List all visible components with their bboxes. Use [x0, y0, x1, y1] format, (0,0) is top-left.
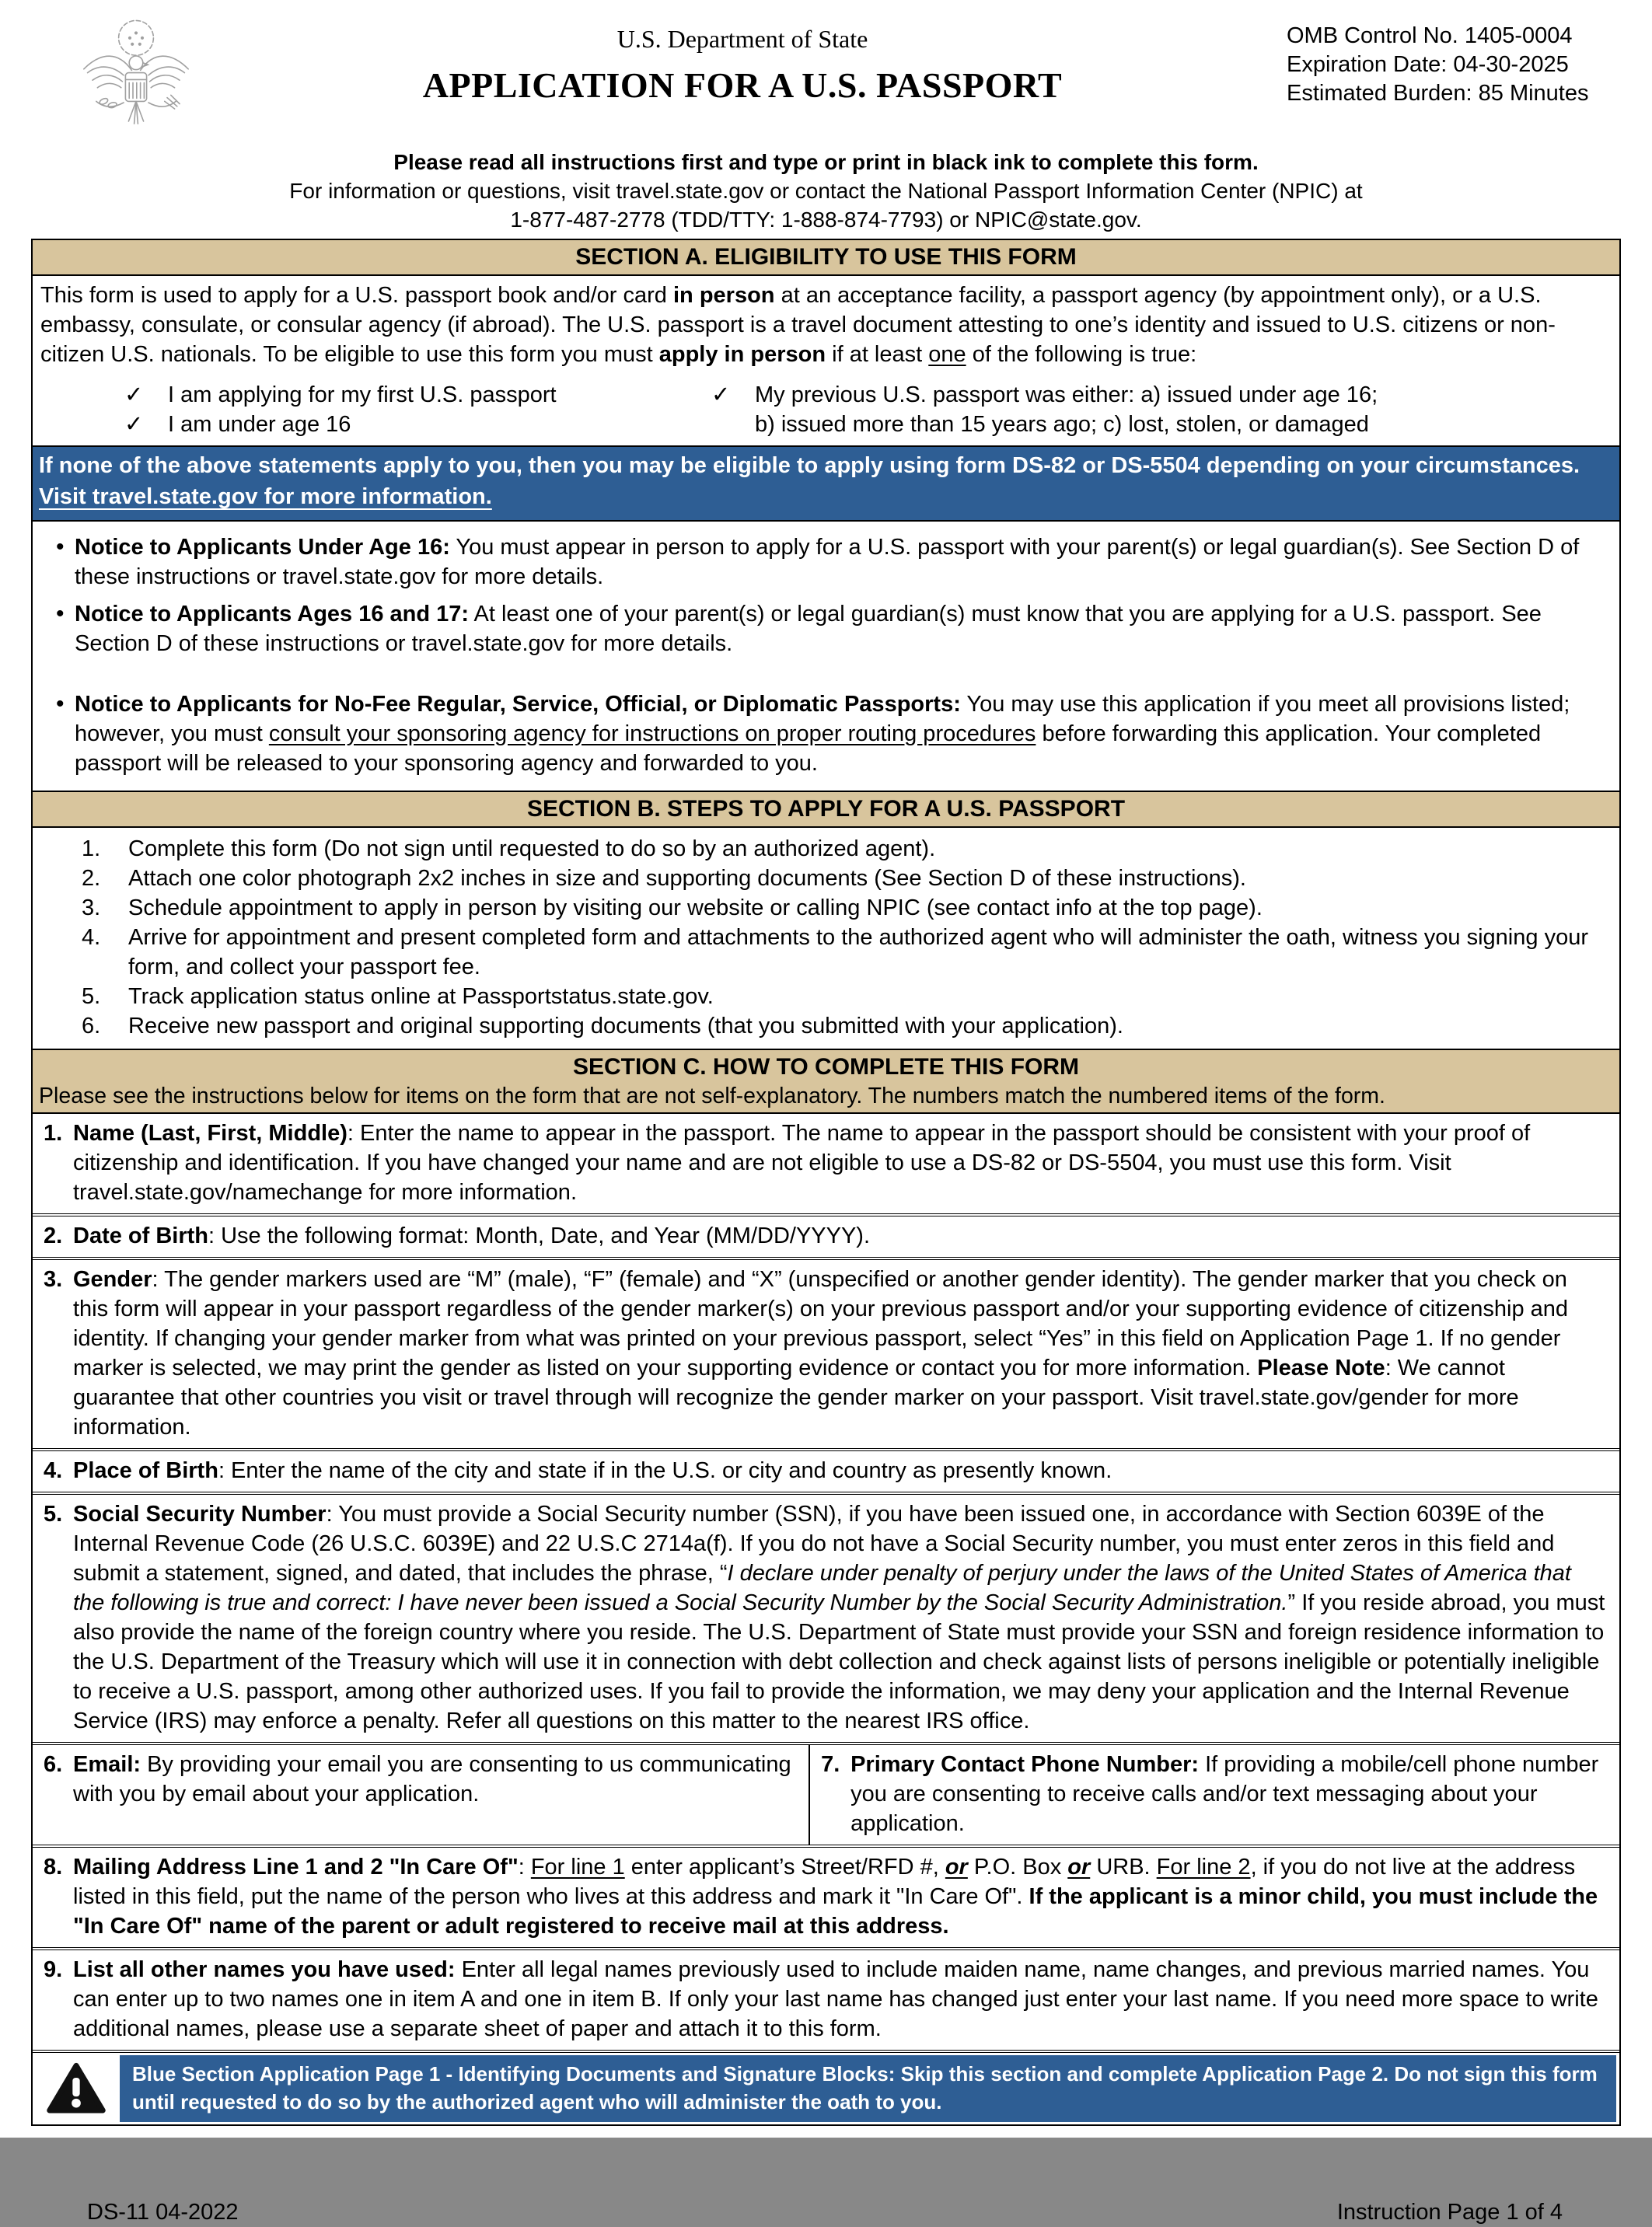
- section-b-heading: SECTION B. STEPS TO APPLY FOR A U.S. PASSPORT: [33, 791, 1619, 828]
- form-box: [31, 239, 1621, 2126]
- item-text: Name (Last, First, Middle): Enter the name to appear in the passport. The name to appear in the passport should be consistent with your proof of citizenship and identification. If you have changed your name and are not eligible to use a DS-82 or DS-5504, you must use this form. Visit travel.state.gov/namechange for more information.: [73, 1121, 1531, 1205]
- omb-control-number: OMB Control No. 1405-0004: [1287, 23, 1573, 48]
- section-c-heading: SECTION C. HOW TO COMPLETE THIS FORM: [572, 1054, 1080, 1080]
- notice-text: Notice to Applicants for No-Fee Regular, Service, Official, or Diplomatic Passports: You may use this application if you meet all provisions listed; however, you must consult your sponsoring agency for instructions on proper routing procedures before forwarding this application. Your completed passport will be released to your sponsoring agency and forwarded to you.: [75, 692, 1570, 776]
- notice-text: Notice to Applicants Under Age 16: You must appear in person to apply for a U.S. passport with your parent(s) or legal guardian(s). See Section D of these instructions or travel.state.gov for more details.: [75, 535, 1580, 589]
- item-1-name: [33, 1114, 1619, 1213]
- step-1: [33, 834, 1619, 864]
- title-block: [198, 16, 1287, 107]
- bullet-icon: •: [56, 601, 65, 627]
- item-text: Gender: The gender markers used are “M” (male), “F” (female) and “X” (unspecified or another gender identity). The gender marker that you check on this form will appear in your passport regardless of the gender marker(s) on your previous passport and/or your supporting evidence of citizenship and identity. If changing your gender marker from what was printed on your previous passport, select “Yes” in this field on Application Page 1. If no gender marker is selected, we may print the gender as listed on your supporting evidence or contact you for more information. Please Note: We cannot guarantee that other countries you visit or travel through will recognize the gender marker on your passport. Visit travel.state.gov/gender for more information.: [73, 1267, 1569, 1440]
- section-c-heading-block: [33, 1049, 1619, 1114]
- item-text: Place of Birth: Enter the name of the city and state if in the U.S. or city and country as presently known.: [73, 1458, 1112, 1483]
- omb-block: [1287, 16, 1621, 108]
- item-text: Mailing Address Line 1 and 2 "In Care Of": For line 1 enter applicant’s Street/RFD #, or P.O. Box or URB. For line 2, if you do not live at the address listed in this field, put the name of the person who lives at this address and mark it "In Care Of". If the applicant is a minor child, you must include the "In Care Of" name of the parent or adult registered to receive mail at this address.: [73, 1855, 1598, 1939]
- item-9-other-names: [33, 1947, 1619, 2050]
- section-a-heading: SECTION A. ELIGIBILITY TO USE THIS FORM: [33, 240, 1619, 276]
- step-text: Complete this form (Do not sign until requested to do so by an authorized agent).: [128, 836, 936, 861]
- check-item-label: I am applying for my first U.S. passport: [168, 382, 557, 407]
- ds82-ds5504-notice-banner: If none of the above statements apply to you, then you may be eligible to apply using form DS-82 or DS-5504 depending on your circumstances. Visit travel.state.gov for more information.: [33, 445, 1619, 522]
- step-number: 5.: [82, 984, 101, 1009]
- item-number: 5.: [44, 1502, 63, 1527]
- item-number: 9.: [44, 1957, 63, 1982]
- phone-line: 1-877-487-2778 (TDD/TTY: 1-888-874-7793) or NPIC@state.gov.: [510, 208, 1142, 232]
- check-item-line2: b) issued more than 15 years ago; c) lost, stolen, or damaged: [755, 412, 1369, 437]
- item-5-ssn: [33, 1492, 1619, 1742]
- checkmark-icon: ✓: [124, 382, 144, 407]
- step-5: [33, 982, 1619, 1011]
- check-item-label: I am under age 16: [168, 412, 351, 437]
- warning-triangle-icon: [46, 2061, 107, 2116]
- item-text: List all other names you have used: Enter all legal names previously used to include maiden name, name changes, and previous married names. You can enter up to two names one in item A and one in item B. If only your last name has changed just enter your last name. If you need more space to write additional names, please use a separate sheet of paper and attach it to this form.: [73, 1957, 1598, 2041]
- step-number: 4.: [82, 925, 101, 950]
- item-6-7-row: [33, 1742, 1619, 1845]
- step-text: Schedule appointment to apply in person by visiting our website or calling NPIC (see contact info at the top page).: [128, 895, 1263, 920]
- check-item: [124, 380, 711, 410]
- step-4: [33, 923, 1619, 982]
- item-2-date-of-birth: [33, 1213, 1619, 1257]
- item-7-phone: [810, 1745, 1619, 1845]
- step-text: Arrive for appointment and present completed form and attachments to the authorized agent who will administer the oath, witness you signing your form, and collect your passport fee.: [128, 925, 1588, 979]
- checkmark-icon: ✓: [711, 382, 731, 407]
- read-instructions-line: Please read all instructions first and type or print in black ink to complete this form.: [393, 150, 1259, 174]
- item-number: 7.: [821, 1752, 840, 1777]
- notice-text: Notice to Applicants Ages 16 and 17: At least one of your parent(s) or legal guardian(s) must know that you are applying for a U.S. passport. See Section D of these instructions or travel.state.gov for more details.: [75, 602, 1542, 656]
- form-title: APPLICATION FOR A U.S. PASSPORT: [422, 65, 1063, 105]
- check-column-left: [124, 380, 711, 439]
- page-indicator: Instruction Page 1 of 4: [1336, 2200, 1563, 2225]
- page-header: [31, 16, 1621, 146]
- form-number: DS-11 04-2022: [87, 2200, 239, 2225]
- bullet-icon: •: [56, 691, 65, 717]
- step-2: [33, 864, 1619, 893]
- item-8-mailing-address: [33, 1845, 1619, 1947]
- item-3-gender: [33, 1257, 1619, 1448]
- step-number: 2.: [82, 866, 101, 891]
- step-number: 1.: [82, 836, 101, 861]
- step-3: [33, 893, 1619, 923]
- step-number: 6.: [82, 1014, 101, 1038]
- item-number: 8.: [44, 1855, 63, 1880]
- item-number: 4.: [44, 1458, 63, 1483]
- step-text: Track application status online at Passportstatus.state.gov.: [128, 984, 714, 1009]
- checkmark-icon: ✓: [124, 412, 144, 437]
- item-number: 2.: [44, 1223, 63, 1248]
- check-item-line1: My previous U.S. passport was either: a) issued under age 16;: [755, 382, 1378, 407]
- item-number: 1.: [44, 1121, 63, 1146]
- item-6-email: [33, 1745, 810, 1845]
- check-item: [124, 410, 711, 439]
- step-text: Attach one color photograph 2x2 inches in size and supporting documents (See Section D of these instructions).: [128, 866, 1246, 891]
- step-number: 3.: [82, 895, 101, 920]
- warning-icon-cell: [33, 2053, 120, 2124]
- section-c-intro: Please see the instructions below for items on the form that are not self-explanatory. The numbers match the numbered items of the form.: [39, 1084, 1385, 1108]
- step-text: Receive new passport and original supporting documents (that you submitted with your application).: [128, 1014, 1123, 1038]
- info-line: For information or questions, visit travel.state.gov or contact the National Passport Information Center (NPIC) at: [289, 179, 1363, 203]
- check-column-right: [711, 380, 1608, 439]
- page-footer: [31, 2197, 1621, 2227]
- omb-estimated-burden: Estimated Burden: 85 Minutes: [1287, 81, 1589, 106]
- bullet-icon: •: [56, 534, 65, 560]
- notice-ages-16-17: [33, 599, 1602, 658]
- step-6: [33, 1011, 1619, 1041]
- notices-list: [33, 522, 1619, 791]
- item-text: Date of Birth: Use the following format: Month, Date, and Year (MM/DD/YYYY).: [73, 1223, 871, 1248]
- section-a-intro: This form is used to apply for a U.S. passport book and/or card in person at an acceptance facility, a passport agency (by appointment only), or a U.S. embassy, consulate, or consular agency (if abroad). The U.S. passport is a travel document attesting to one’s identity and issued to U.S. citizens or non-citizen U.S. nationals. To be eligible to use this form you must apply in person if at least one of the following is true:: [40, 283, 1556, 367]
- omb-expiration-date: Expiration Date: 04-30-2025: [1287, 52, 1569, 77]
- check-item-label: [755, 380, 1378, 439]
- agency-name: U.S. Department of State: [616, 25, 868, 53]
- item-text: Email: By providing your email you are consenting to us communicating with you by email about your application.: [73, 1752, 791, 1806]
- eligibility-check-list: [40, 380, 1608, 439]
- item-text: Social Security Number: You must provide a Social Security number (SSN), if you have been issued one, in accordance with Section 6039E of the Internal Revenue Code (26 U.S.C. 6039E) and 22 U.S.C 2714a(f). If you do not have a Social Security number, you must enter zeros in this field and submit a statement, signed, and dated, that includes the phrase, “I declare under penalty of perjury under the laws of the United States of America that the following is true and correct: I have never been issued a Social Security Number by the Social Security Administration.” If you reside abroad, you must also provide the name of the foreign country where you reside. The U.S. Department of State must provide your SSN and foreign residence information to the U.S. Department of the Treasury which will use it in connection with debt collection and check against lists of persons ineligible or potentially ineligible to receive a U.S. passport, among other authorized uses. If you fail to provide the information, we may deny your application and the Internal Revenue Service (IRS) may enforce a penalty. Refer all questions on this matter to the nearest IRS office.: [73, 1502, 1605, 1733]
- header-instructions: [31, 148, 1621, 234]
- section-a-body: [33, 276, 1619, 445]
- notice-no-fee-passports: [33, 689, 1602, 778]
- item-text: Primary Contact Phone Number: If providing a mobile/cell phone number you are consenting to receive calls and/or text messaging about your application.: [850, 1752, 1599, 1836]
- item-number: 3.: [44, 1267, 63, 1292]
- section-b-steps: [33, 828, 1619, 1049]
- great-seal-eagle-icon: [74, 16, 198, 140]
- blue-section-warning: [33, 2050, 1619, 2124]
- item-4-place-of-birth: [33, 1448, 1619, 1492]
- warning-text: Blue Section Application Page 1 - Identifying Documents and Signature Blocks: Skip this section and complete Application Page 2. Do not sign this form until requested to do so by the authorized agent who will administer the oath to you.: [120, 2055, 1616, 2122]
- item-number: 6.: [44, 1752, 63, 1777]
- notice-under-16: [33, 532, 1602, 592]
